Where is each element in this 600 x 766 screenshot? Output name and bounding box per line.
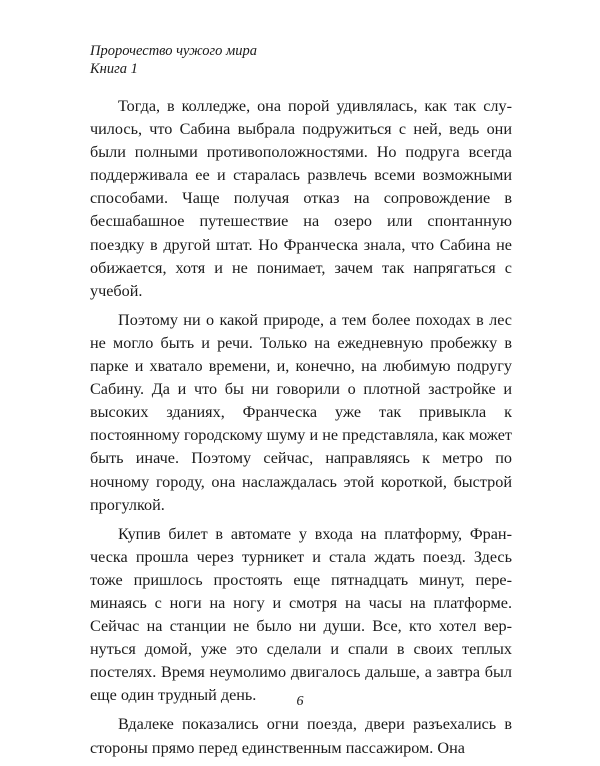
body-text <box>90 95 512 766</box>
book-part: Книга 1 <box>90 61 138 77</box>
paragraph: Тогда, в колледже, она порой удивлялась, как так случилось, что Сабина выбрала подружиться с ней, ведь они были полными противоположностями. Но подруга всегда поддерживала ее и старалась развлечь всеми возможными способами. Чаще получая отказ на сопровождение в бесшабашное путешествие на озеро или спонтанную поездку в другой штат. Но Франческа знала, что Сабина не обижается, хотя и не понимает, зачем так напрягаться с учебой. <box>90 97 512 300</box>
paragraph: Поэтому ни о какой природе, а тем более походах в лес не могло быть и речи. Только на ежедневную пробежку в парке и хватало времени, и, конечно, на любимую подругу Сабину. Да и что бы ни говорили о плотной застройке и высоких зданиях, Франческа уже так привыкла к постоянному городскому шуму и не представляла, как может быть иначе. Поэтому сейчас, направляясь к метро по ночному городу, она наслаждалась этой короткой, быстрой прогулкой. <box>90 310 512 514</box>
page-number: 6 <box>296 694 304 709</box>
book-title: Пророчество чужого мира <box>90 43 258 59</box>
paragraph: Купив билет в автомате у входа на платформу, Франческа прошла через турникет и стала ждать поезд. Здесь тоже пришлось простоять еще пятнадцать минут, переминаясь с ноги на ногу и смотря на часы на платформе. Сейчас на станции не было ни души. Все, кто хотел вернуться домой, уже это сделали и спали в своих теплых постелях. Время неумолимо двигалось дальше, а завтра был еще один трудный день. <box>90 524 512 705</box>
running-header <box>90 42 510 78</box>
paragraph: Вдалеке показались огни поезда, двери разъехались в стороны прямо перед единственным пассажиром. Она <box>90 715 512 757</box>
